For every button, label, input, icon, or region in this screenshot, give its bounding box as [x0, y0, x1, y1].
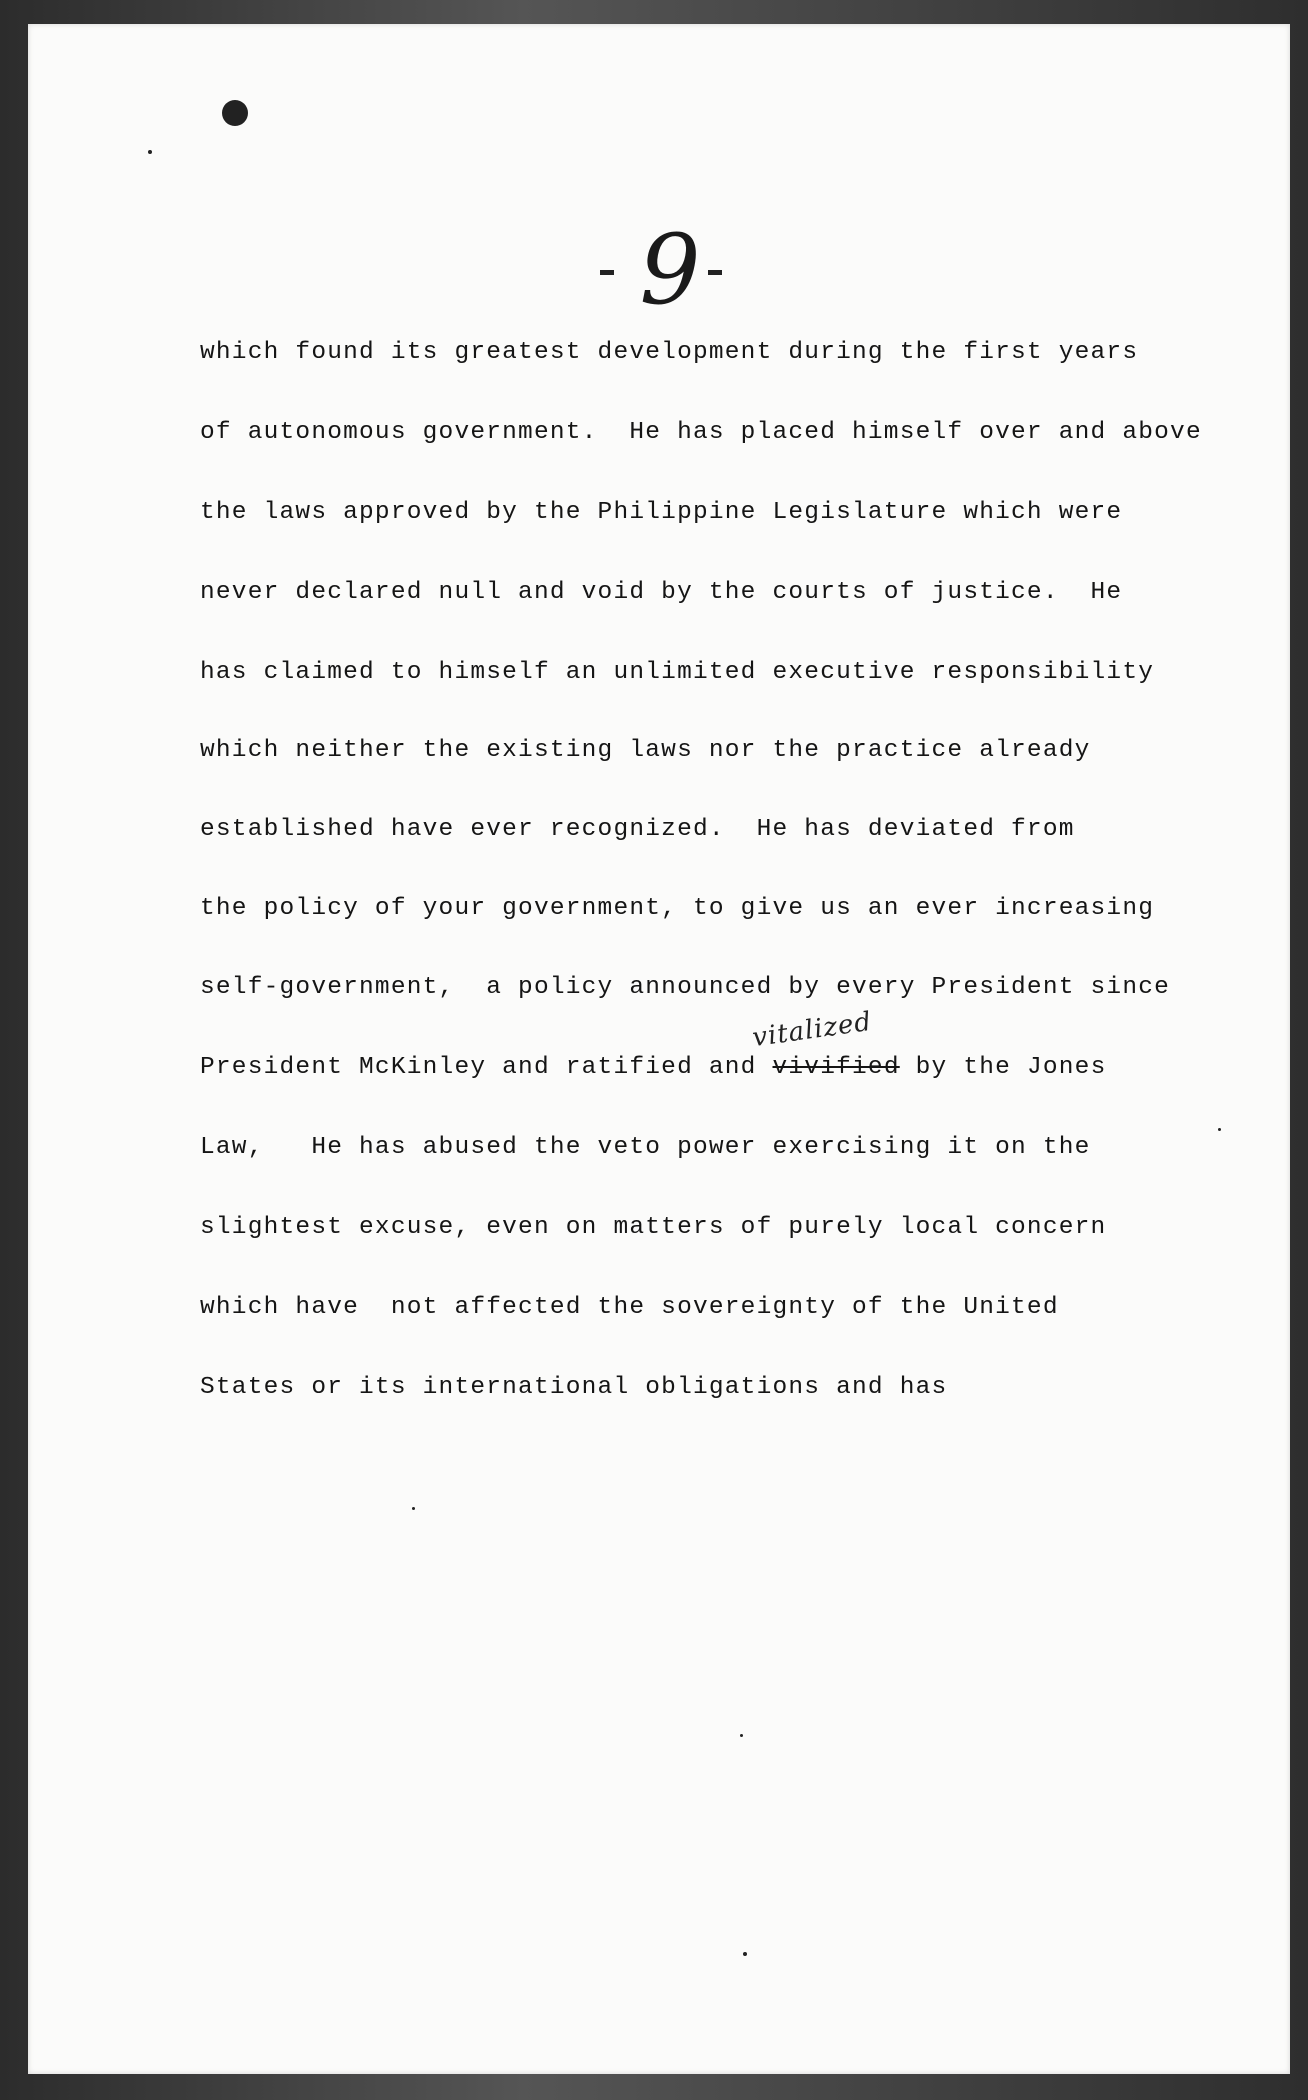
speck: [412, 1507, 415, 1510]
text-line: established have ever recognized. He has deviated from: [200, 816, 1075, 843]
line-text-after: by the Jones: [899, 1054, 1107, 1081]
text-line: the policy of your government, to give us an ever increasing: [200, 895, 1155, 922]
ink-blot: [222, 100, 248, 126]
page-number: 9: [639, 214, 701, 326]
speck: [743, 1952, 747, 1956]
text-line: which have not affected the sovereignty of the United: [200, 1294, 1059, 1321]
text-line: which neither the existing laws nor the practice already: [200, 737, 1091, 764]
text-line: slightest excuse, even on matters of purely local concern: [200, 1214, 1107, 1241]
document-page: [28, 24, 1290, 2074]
text-line: Law, He has abused the veto power exercising it on the: [200, 1134, 1091, 1161]
page-number-dash-right: [708, 270, 722, 275]
struck-word: vivified: [772, 1054, 900, 1081]
text-line: of autonomous government. He has placed himself over and above: [200, 419, 1202, 446]
speck: [148, 150, 152, 154]
text-line: never declared null and void by the courts of justice. He: [200, 579, 1123, 606]
line-text-before: President McKinley and ratified and: [200, 1054, 773, 1081]
speck: [1218, 1128, 1221, 1131]
text-line-with-correction: [200, 1053, 1106, 1083]
speck: [740, 1734, 743, 1737]
text-line: the laws approved by the Philippine Legislature which were: [200, 499, 1123, 526]
text-line: self-government, a policy announced by every President since: [200, 974, 1171, 1001]
text-line: which found its greatest development during the first years: [200, 339, 1139, 366]
handwritten-insertion: vitalized: [750, 1006, 874, 1054]
text-line: has claimed to himself an unlimited executive responsibility: [200, 659, 1155, 686]
text-line: States or its international obligations and has: [200, 1374, 948, 1401]
